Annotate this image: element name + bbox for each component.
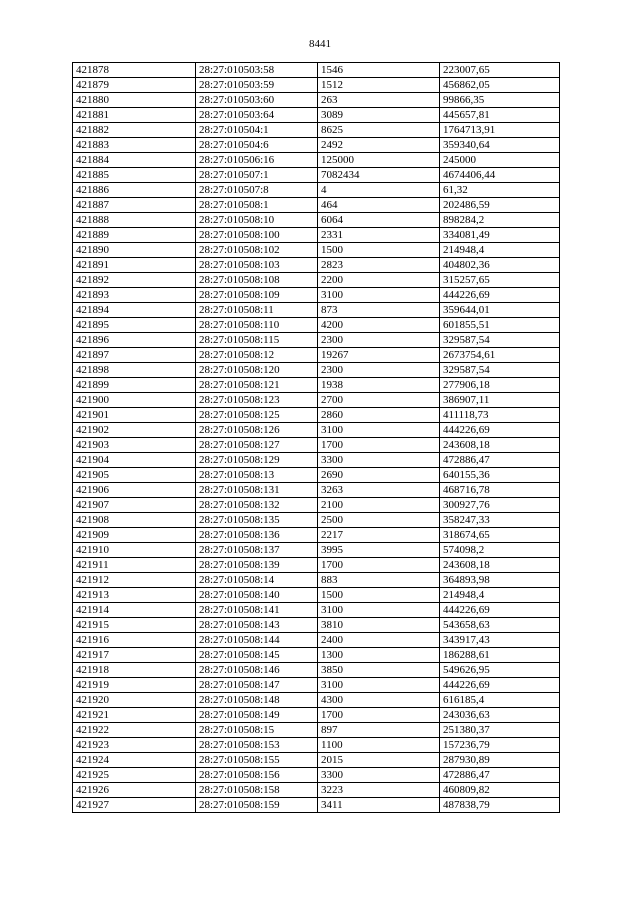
area-cell: 2300 xyxy=(318,333,440,348)
area-cell: 3263 xyxy=(318,483,440,498)
table-row xyxy=(73,183,560,198)
area-cell: 464 xyxy=(318,198,440,213)
area-cell: 1700 xyxy=(318,708,440,723)
area-cell: 3850 xyxy=(318,663,440,678)
table-row xyxy=(73,318,560,333)
cadastral-number-cell: 28:27:010503:58 xyxy=(196,63,318,78)
table-row xyxy=(73,393,560,408)
cadastral-number-cell: 28:27:010508:115 xyxy=(196,333,318,348)
record-number-cell: 421888 xyxy=(73,213,196,228)
value-cell: 359644,01 xyxy=(440,303,560,318)
table-row xyxy=(73,693,560,708)
table-row xyxy=(73,498,560,513)
area-cell: 3411 xyxy=(318,798,440,813)
cadastral-number-cell: 28:27:010504:6 xyxy=(196,138,318,153)
value-cell: 243036,63 xyxy=(440,708,560,723)
table-row xyxy=(73,198,560,213)
table-row xyxy=(73,663,560,678)
cadastral-number-cell: 28:27:010504:1 xyxy=(196,123,318,138)
record-number-cell: 421887 xyxy=(73,198,196,213)
cadastral-number-cell: 28:27:010508:126 xyxy=(196,423,318,438)
area-cell: 1500 xyxy=(318,588,440,603)
cadastral-number-cell: 28:27:010508:12 xyxy=(196,348,318,363)
record-number-cell: 421899 xyxy=(73,378,196,393)
value-cell: 300927,76 xyxy=(440,498,560,513)
cadastral-number-cell: 28:27:010507:8 xyxy=(196,183,318,198)
cadastral-number-cell: 28:27:010508:153 xyxy=(196,738,318,753)
cadastral-number-cell: 28:27:010508:158 xyxy=(196,783,318,798)
area-cell: 3100 xyxy=(318,288,440,303)
record-number-cell: 421917 xyxy=(73,648,196,663)
record-number-cell: 421891 xyxy=(73,258,196,273)
value-cell: 386907,11 xyxy=(440,393,560,408)
value-cell: 334081,49 xyxy=(440,228,560,243)
table-row xyxy=(73,63,560,78)
value-cell: 243608,18 xyxy=(440,558,560,573)
record-number-cell: 421920 xyxy=(73,693,196,708)
table-row xyxy=(73,93,560,108)
table-row xyxy=(73,798,560,813)
record-number-cell: 421912 xyxy=(73,573,196,588)
area-cell: 3100 xyxy=(318,423,440,438)
area-cell: 897 xyxy=(318,723,440,738)
area-cell: 2690 xyxy=(318,468,440,483)
record-number-cell: 421909 xyxy=(73,528,196,543)
table-row xyxy=(73,138,560,153)
area-cell: 1500 xyxy=(318,243,440,258)
cadastral-number-cell: 28:27:010508:129 xyxy=(196,453,318,468)
cadastral-number-cell: 28:27:010508:147 xyxy=(196,678,318,693)
table-row xyxy=(73,438,560,453)
record-number-cell: 421884 xyxy=(73,153,196,168)
cadastral-number-cell: 28:27:010508:137 xyxy=(196,543,318,558)
area-cell: 4 xyxy=(318,183,440,198)
cadastral-number-cell: 28:27:010508:135 xyxy=(196,513,318,528)
value-cell: 444226,69 xyxy=(440,288,560,303)
table-row xyxy=(73,738,560,753)
cadastral-number-cell: 28:27:010508:11 xyxy=(196,303,318,318)
area-cell: 3223 xyxy=(318,783,440,798)
table-row xyxy=(73,348,560,363)
cadastral-number-cell: 28:27:010508:127 xyxy=(196,438,318,453)
area-cell: 2700 xyxy=(318,393,440,408)
area-cell: 2823 xyxy=(318,258,440,273)
record-number-cell: 421922 xyxy=(73,723,196,738)
table-row xyxy=(73,153,560,168)
cadastral-number-cell: 28:27:010508:132 xyxy=(196,498,318,513)
record-number-cell: 421906 xyxy=(73,483,196,498)
record-number-cell: 421885 xyxy=(73,168,196,183)
table-row xyxy=(73,108,560,123)
value-cell: 445657,81 xyxy=(440,108,560,123)
value-cell: 358247,33 xyxy=(440,513,560,528)
table-row xyxy=(73,408,560,423)
table-row xyxy=(73,288,560,303)
cadastral-number-cell: 28:27:010508:13 xyxy=(196,468,318,483)
table-row xyxy=(73,333,560,348)
value-cell: 61,32 xyxy=(440,183,560,198)
area-cell: 3995 xyxy=(318,543,440,558)
table-row xyxy=(73,78,560,93)
table-row xyxy=(73,573,560,588)
cadastral-number-cell: 28:27:010508:10 xyxy=(196,213,318,228)
record-number-cell: 421882 xyxy=(73,123,196,138)
record-number-cell: 421925 xyxy=(73,768,196,783)
cadastral-number-cell: 28:27:010503:60 xyxy=(196,93,318,108)
value-cell: 318674,65 xyxy=(440,528,560,543)
table-row xyxy=(73,633,560,648)
area-cell: 3300 xyxy=(318,768,440,783)
value-cell: 287930,89 xyxy=(440,753,560,768)
cadastral-number-cell: 28:27:010503:64 xyxy=(196,108,318,123)
value-cell: 898284,2 xyxy=(440,213,560,228)
area-cell: 2492 xyxy=(318,138,440,153)
area-cell: 125000 xyxy=(318,153,440,168)
table-row xyxy=(73,213,560,228)
cadastral-number-cell: 28:27:010508:148 xyxy=(196,693,318,708)
record-number-cell: 421904 xyxy=(73,453,196,468)
record-number-cell: 421896 xyxy=(73,333,196,348)
record-number-cell: 421880 xyxy=(73,93,196,108)
area-cell: 4300 xyxy=(318,693,440,708)
value-cell: 601855,51 xyxy=(440,318,560,333)
table-row xyxy=(73,753,560,768)
cadastral-number-cell: 28:27:010508:15 xyxy=(196,723,318,738)
area-cell: 1100 xyxy=(318,738,440,753)
table-row xyxy=(73,483,560,498)
table-row xyxy=(73,678,560,693)
table-row xyxy=(73,528,560,543)
cadastral-number-cell: 28:27:010508:144 xyxy=(196,633,318,648)
record-number-cell: 421881 xyxy=(73,108,196,123)
value-cell: 251380,37 xyxy=(440,723,560,738)
record-number-cell: 421900 xyxy=(73,393,196,408)
table-row xyxy=(73,603,560,618)
record-number-cell: 421890 xyxy=(73,243,196,258)
area-cell: 1300 xyxy=(318,648,440,663)
cadastral-number-cell: 28:27:010508:103 xyxy=(196,258,318,273)
value-cell: 99866,35 xyxy=(440,93,560,108)
value-cell: 616185,4 xyxy=(440,693,560,708)
cadastral-number-cell: 28:27:010508:156 xyxy=(196,768,318,783)
cadastral-number-cell: 28:27:010508:123 xyxy=(196,393,318,408)
area-cell: 2400 xyxy=(318,633,440,648)
record-number-cell: 421916 xyxy=(73,633,196,648)
record-number-cell: 421923 xyxy=(73,738,196,753)
area-cell: 3089 xyxy=(318,108,440,123)
table-row xyxy=(73,228,560,243)
table-row xyxy=(73,783,560,798)
value-cell: 456862,05 xyxy=(440,78,560,93)
area-cell: 3300 xyxy=(318,453,440,468)
record-number-cell: 421918 xyxy=(73,663,196,678)
area-cell: 1512 xyxy=(318,78,440,93)
record-number-cell: 421897 xyxy=(73,348,196,363)
record-number-cell: 421919 xyxy=(73,678,196,693)
record-number-cell: 421908 xyxy=(73,513,196,528)
area-cell: 2015 xyxy=(318,753,440,768)
area-cell: 2100 xyxy=(318,498,440,513)
value-cell: 4674406,44 xyxy=(440,168,560,183)
cadastral-number-cell: 28:27:010508:110 xyxy=(196,318,318,333)
value-cell: 243608,18 xyxy=(440,438,560,453)
area-cell: 873 xyxy=(318,303,440,318)
value-cell: 472886,47 xyxy=(440,453,560,468)
record-number-cell: 421914 xyxy=(73,603,196,618)
cadastral-number-cell: 28:27:010508:140 xyxy=(196,588,318,603)
cadastral-number-cell: 28:27:010508:109 xyxy=(196,288,318,303)
table-row xyxy=(73,363,560,378)
record-number-cell: 421894 xyxy=(73,303,196,318)
table-row xyxy=(73,723,560,738)
cadastral-number-cell: 28:27:010508:108 xyxy=(196,273,318,288)
area-cell: 2217 xyxy=(318,528,440,543)
value-cell: 404802,36 xyxy=(440,258,560,273)
value-cell: 487838,79 xyxy=(440,798,560,813)
value-cell: 277906,18 xyxy=(440,378,560,393)
area-cell: 1700 xyxy=(318,438,440,453)
cadastral-number-cell: 28:27:010508:159 xyxy=(196,798,318,813)
cadastral-number-cell: 28:27:010508:1 xyxy=(196,198,318,213)
cadastral-number-cell: 28:27:010508:149 xyxy=(196,708,318,723)
record-number-cell: 421889 xyxy=(73,228,196,243)
value-cell: 444226,69 xyxy=(440,603,560,618)
value-cell: 343917,43 xyxy=(440,633,560,648)
table-row xyxy=(73,273,560,288)
value-cell: 223007,65 xyxy=(440,63,560,78)
value-cell: 1764713,91 xyxy=(440,123,560,138)
record-number-cell: 421915 xyxy=(73,618,196,633)
area-cell: 2331 xyxy=(318,228,440,243)
area-cell: 1546 xyxy=(318,63,440,78)
area-cell: 3100 xyxy=(318,678,440,693)
area-cell: 1938 xyxy=(318,378,440,393)
record-number-cell: 421883 xyxy=(73,138,196,153)
value-cell: 460809,82 xyxy=(440,783,560,798)
table-row xyxy=(73,303,560,318)
record-number-cell: 421901 xyxy=(73,408,196,423)
table-row xyxy=(73,468,560,483)
value-cell: 329587,54 xyxy=(440,333,560,348)
record-number-cell: 421910 xyxy=(73,543,196,558)
table-row xyxy=(73,453,560,468)
area-cell: 19267 xyxy=(318,348,440,363)
cadastral-number-cell: 28:27:010508:102 xyxy=(196,243,318,258)
record-number-cell: 421898 xyxy=(73,363,196,378)
value-cell: 315257,65 xyxy=(440,273,560,288)
record-number-cell: 421878 xyxy=(73,63,196,78)
value-cell: 245000 xyxy=(440,153,560,168)
area-cell: 8625 xyxy=(318,123,440,138)
record-number-cell: 421911 xyxy=(73,558,196,573)
value-cell: 444226,69 xyxy=(440,678,560,693)
value-cell: 472886,47 xyxy=(440,768,560,783)
value-cell: 468716,78 xyxy=(440,483,560,498)
cadastral-number-cell: 28:27:010508:14 xyxy=(196,573,318,588)
area-cell: 263 xyxy=(318,93,440,108)
record-number-cell: 421905 xyxy=(73,468,196,483)
table-row xyxy=(73,618,560,633)
area-cell: 4200 xyxy=(318,318,440,333)
area-cell: 2500 xyxy=(318,513,440,528)
cadastral-number-cell: 28:27:010507:1 xyxy=(196,168,318,183)
cadastral-number-cell: 28:27:010508:155 xyxy=(196,753,318,768)
table-row xyxy=(73,378,560,393)
cadastral-number-cell: 28:27:010506:16 xyxy=(196,153,318,168)
cadastral-number-cell: 28:27:010508:143 xyxy=(196,618,318,633)
record-number-cell: 421926 xyxy=(73,783,196,798)
area-cell: 1700 xyxy=(318,558,440,573)
table-row xyxy=(73,243,560,258)
value-cell: 574098,2 xyxy=(440,543,560,558)
table-row xyxy=(73,648,560,663)
value-cell: 214948,4 xyxy=(440,243,560,258)
area-cell: 3100 xyxy=(318,603,440,618)
record-number-cell: 421886 xyxy=(73,183,196,198)
table-row xyxy=(73,588,560,603)
table-row xyxy=(73,768,560,783)
record-number-cell: 421895 xyxy=(73,318,196,333)
table-row xyxy=(73,423,560,438)
value-cell: 364893,98 xyxy=(440,573,560,588)
cadastral-number-cell: 28:27:010503:59 xyxy=(196,78,318,93)
record-number-cell: 421892 xyxy=(73,273,196,288)
value-cell: 411118,73 xyxy=(440,408,560,423)
page-number: 8441 xyxy=(309,38,331,50)
area-cell: 6064 xyxy=(318,213,440,228)
table-row xyxy=(73,123,560,138)
table-row xyxy=(73,708,560,723)
cadastral-number-cell: 28:27:010508:136 xyxy=(196,528,318,543)
cadastral-number-cell: 28:27:010508:125 xyxy=(196,408,318,423)
value-cell: 549626,95 xyxy=(440,663,560,678)
value-cell: 444226,69 xyxy=(440,423,560,438)
value-cell: 157236,79 xyxy=(440,738,560,753)
value-cell: 359340,64 xyxy=(440,138,560,153)
cadastral-number-cell: 28:27:010508:120 xyxy=(196,363,318,378)
cadastral-number-cell: 28:27:010508:131 xyxy=(196,483,318,498)
record-number-cell: 421907 xyxy=(73,498,196,513)
value-cell: 329587,54 xyxy=(440,363,560,378)
value-cell: 214948,4 xyxy=(440,588,560,603)
area-cell: 3810 xyxy=(318,618,440,633)
record-number-cell: 421927 xyxy=(73,798,196,813)
cadastral-number-cell: 28:27:010508:100 xyxy=(196,228,318,243)
record-number-cell: 421921 xyxy=(73,708,196,723)
registry-table xyxy=(72,62,560,813)
record-number-cell: 421924 xyxy=(73,753,196,768)
record-number-cell: 421879 xyxy=(73,78,196,93)
cadastral-number-cell: 28:27:010508:146 xyxy=(196,663,318,678)
cadastral-number-cell: 28:27:010508:139 xyxy=(196,558,318,573)
cadastral-number-cell: 28:27:010508:121 xyxy=(196,378,318,393)
area-cell: 2300 xyxy=(318,363,440,378)
table-row xyxy=(73,513,560,528)
table-row xyxy=(73,258,560,273)
area-cell: 7082434 xyxy=(318,168,440,183)
cadastral-number-cell: 28:27:010508:141 xyxy=(196,603,318,618)
area-cell: 2860 xyxy=(318,408,440,423)
value-cell: 543658,63 xyxy=(440,618,560,633)
value-cell: 2673754,61 xyxy=(440,348,560,363)
record-number-cell: 421913 xyxy=(73,588,196,603)
value-cell: 186288,61 xyxy=(440,648,560,663)
table-body xyxy=(73,63,560,813)
cadastral-number-cell: 28:27:010508:145 xyxy=(196,648,318,663)
record-number-cell: 421893 xyxy=(73,288,196,303)
table-row xyxy=(73,543,560,558)
value-cell: 202486,59 xyxy=(440,198,560,213)
table-row xyxy=(73,168,560,183)
area-cell: 883 xyxy=(318,573,440,588)
area-cell: 2200 xyxy=(318,273,440,288)
table-row xyxy=(73,558,560,573)
record-number-cell: 421903 xyxy=(73,438,196,453)
value-cell: 640155,36 xyxy=(440,468,560,483)
record-number-cell: 421902 xyxy=(73,423,196,438)
